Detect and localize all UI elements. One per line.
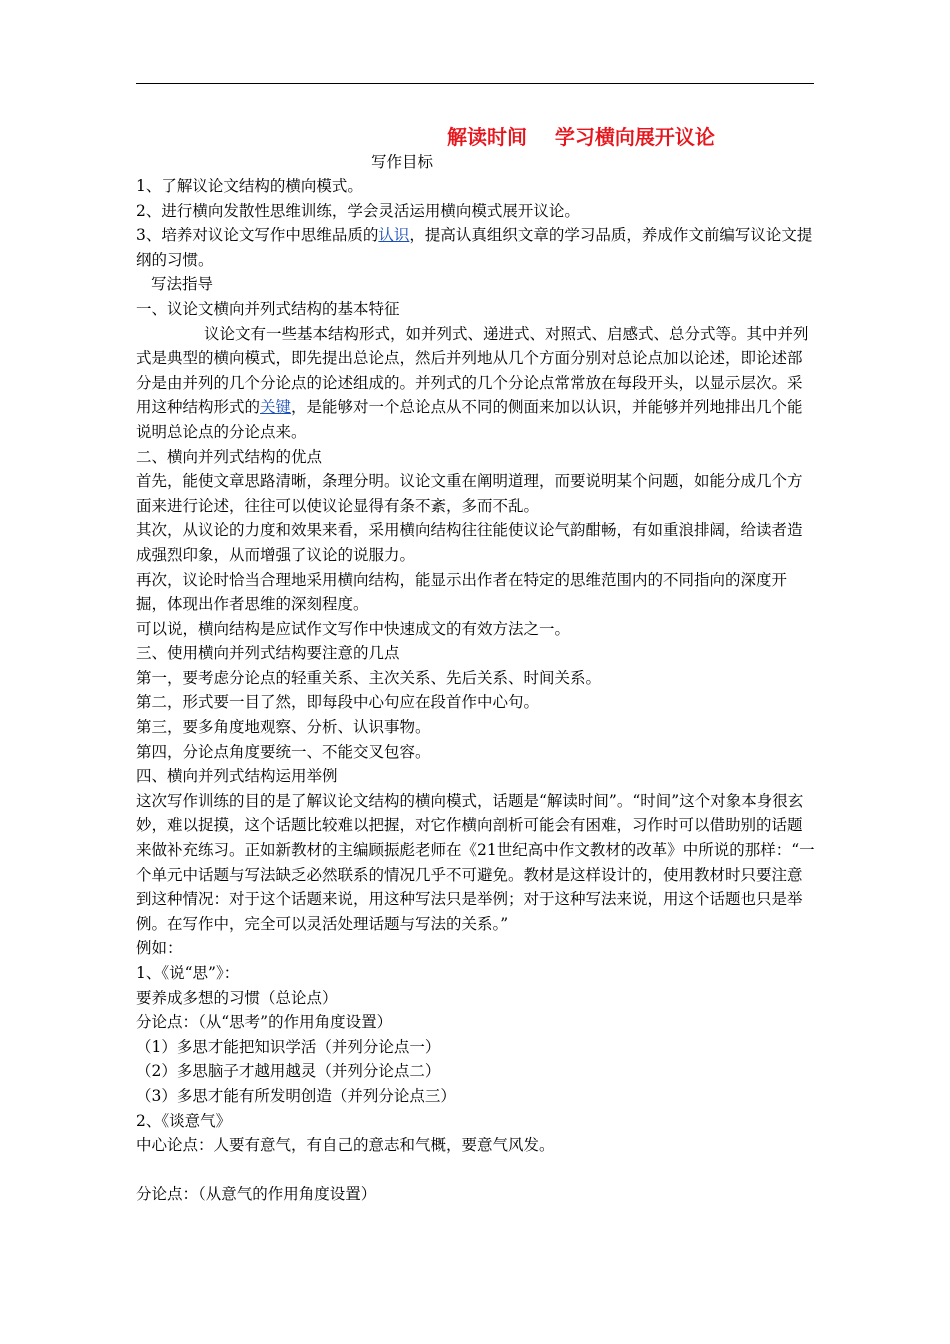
example-2-title: 2、《谈意气》 (136, 1111, 232, 1130)
section-3-item-2: 第二，形式要一目了然，即每段中心句应在段首作中心句。 (136, 693, 540, 712)
example-1-point-3: （3）多思才能有所发明创造（并列分论点三） (136, 1086, 456, 1105)
goal-1: 1、了解议论文结构的横向模式。 (136, 177, 363, 195)
link-renshi[interactable]: 认识 (378, 226, 410, 245)
example-1-main-thesis: 要养成多想的习惯（总论点） (136, 988, 338, 1007)
blank-line (136, 1158, 816, 1183)
example-1-title: 1、《说“思”》： (136, 964, 240, 982)
goal-2: 2、进行横向发散性思维训练，学会灵活运用横向模式展开议论。 (136, 201, 580, 220)
section-2-paragraph-4: 可以说，横向结构是应试作文写作中快速成文的有效方法之一。 (136, 619, 571, 638)
section-subtitle-goals: 写作目标 (371, 153, 434, 171)
example-1-sub-heading: 分论点：（从“思考”的作用角度设置） (136, 1013, 393, 1032)
section-3-heading: 三、使用横向并列式结构要注意的几点 (136, 644, 400, 663)
example-intro: 例如： (136, 939, 183, 958)
example-2-center-thesis: 中心论点：人要有意气，有自己的意志和气概，要意气风发。 (136, 1136, 555, 1155)
section-3-item-3: 第三，要多角度地观察、分析、认识事物。 (136, 718, 431, 737)
document-body (136, 174, 816, 1207)
section-1-paragraph (136, 322, 816, 445)
section-1-text-b: ，是能够对一个总论点从不同的侧面来加以认识，并能够并列地排出几个能说明总论点的分论点来。 (136, 398, 803, 441)
header-rule (136, 83, 814, 84)
goal-3-text-a: 3、培养对议论文写作中思维品质的 (136, 226, 379, 245)
section-2-paragraph-2: 其次，从议论的力度和效果来看，采用横向结构往往能使议论气韵酣畅，有如重浪排阔，给读者造成强烈印象，从而增强了议论的说服力。 (136, 521, 803, 564)
section-4-heading: 四、横向并列式结构运用举例 (136, 767, 338, 786)
section-1-heading: 一、议论文横向并列式结构的基本特征 (136, 299, 400, 318)
section-1-text-a: 议论文有一些基本结构形式，如并列式、递进式、对照式、启感式、总分式等。其中并列式是典型的横向模式，即先提出总论点，然后并列地从几个方面分别对总论点加以论述，即论述部分是由并列的几个分论点的论述组成的。并列式的几个分论点常常放在每段开头，以显示层次。采用这种结构形式的 (136, 324, 809, 417)
section-2-paragraph-1: 首先，能使文章思路清晰，条理分明。议论文重在阐明道理，而要说明某个问题，如能分成几个方面来进行论述，往往可以使议论显得有条不紊，多而不乱。 (136, 472, 803, 515)
section-2-heading: 二、横向并列式结构的优点 (136, 447, 323, 466)
section-3-item-1: 第一，要考虑分论点的轻重关系、主次关系、先后关系、时间关系。 (136, 668, 602, 687)
example-2-sub-heading: 分论点：（从意气的作用角度设置） (136, 1185, 377, 1204)
section-3-item-4: 第四，分论点角度要统一、不能交叉包容。 (136, 742, 431, 761)
guide-heading: 写法指导 (151, 275, 214, 294)
section-4-paragraph: 这次写作训练的目的是了解议论文结构的横向模式，话题是“解读时间”。“时间”这个对象本身很玄妙，难以捉摸，这个话题比较难以把握，对它作横向剖析可能会有困难，习作时可以借助别的话题来做补充练习。正如新教材的主编顾振彪老师在《21世纪高中作文教材的改革》中所说的那样：“一个单元中话题与写法缺乏必然联系的情况几乎不可避免。教材是这样设计的，使用教材时只要注意到这种情况：对于这个话题来说，用这种写法只是举例；对于这种写法来说，用这个话题也只是举例。在写作中，完全可以灵活处理话题与写法的关系。” (136, 791, 815, 933)
example-1-point-1: （1）多思才能把知识学活（并列分论点一） (136, 1037, 441, 1056)
example-1-point-2: （2）多思脑子才越用越灵（并列分论点二） (136, 1062, 441, 1081)
goal-3-text-b: ，提高认真组织文章的学习品质，养成作文前编写议论文提纲的习惯。 (136, 226, 813, 269)
page-title: 解读时间 学习横向展开议论 (447, 125, 715, 149)
section-2-paragraph-3: 再次，议论时恰当合理地采用横向结构，能显示出作者在特定的思维范围内的不同指向的深度开掘，体现出作者思维的深刻程度。 (136, 570, 788, 614)
goal-3 (136, 223, 816, 272)
link-guanjian[interactable]: 关键 (260, 398, 292, 417)
